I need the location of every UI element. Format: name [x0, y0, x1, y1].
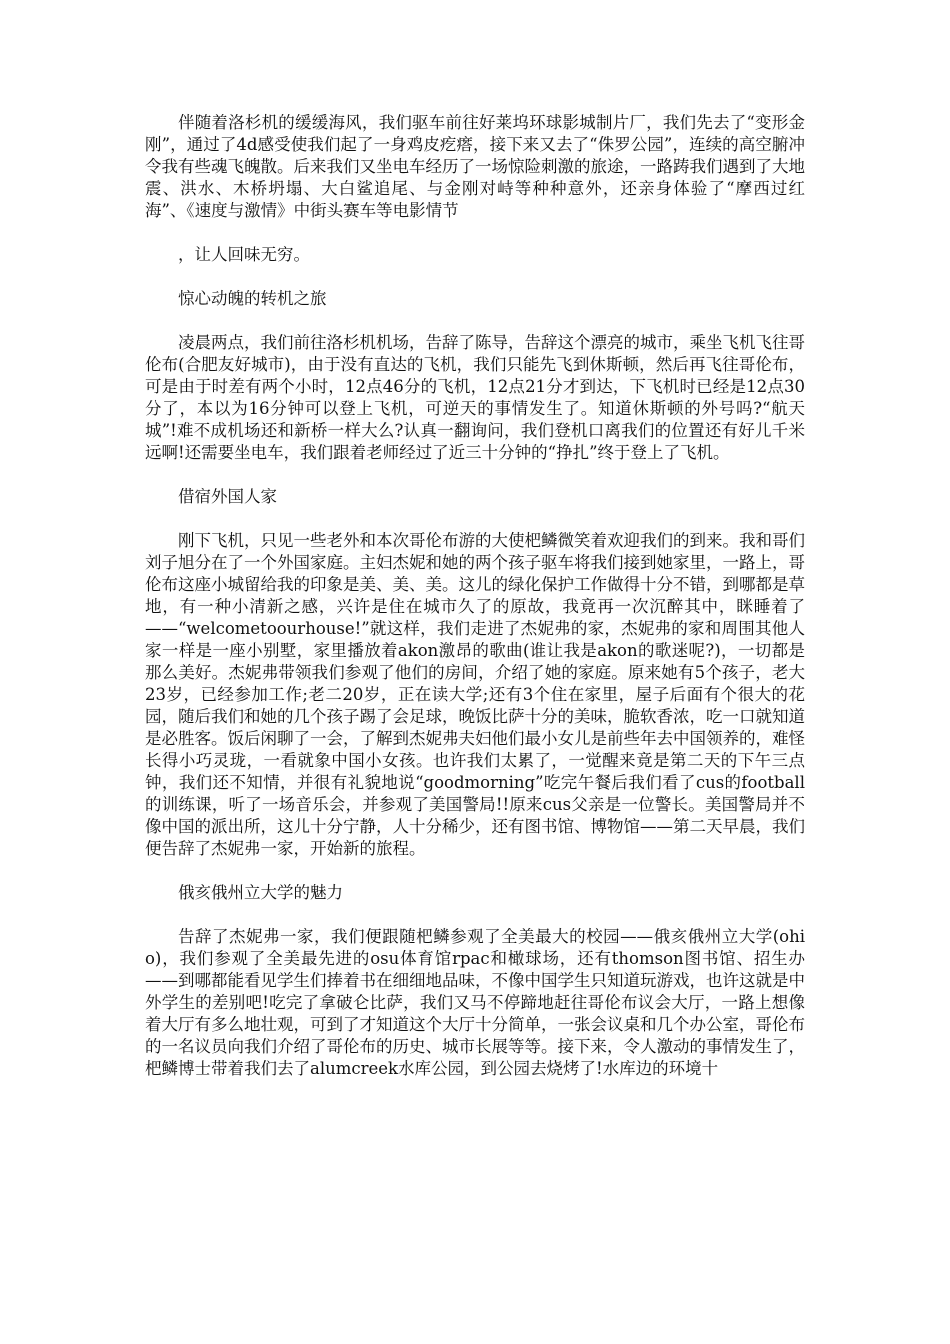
paragraph-ohio-state: 告辞了杰妮弗一家，我们便跟随杷鳞参观了全美最大的校园——俄亥俄州立大学(ohio)，我们参观了全美最先进的osu体育馆rpac和橄球场，还有thomson图书馆、招生办——到哪都能看见学生们捧着书在细细地品味，不像中国学生只知道玩游戏，也许这就是中外学生的差别吧!吃完了拿破仑比萨，我们又马不停蹄地赶往哥伦布议会大厅，一路上想像着大厅有多么地壮观，可到了才知道这个大厅十分简单，一张会议桌和几个办公室，哥伦布的一名议员向我们介绍了哥伦布的历史、城市长展等等。接下来，令人激动的事情发生了，杷鳞博士带着我们去了alumcreek水库公园，到公园去烧烤了!水库边的环境十 — [145, 927, 805, 1078]
section-heading-homestay: 借宿外国人家 — [178, 487, 277, 506]
section-heading-transfer: 惊心动魄的转机之旅 — [178, 289, 327, 308]
paragraph-continuation: ，让人回味无穷。 — [178, 245, 310, 264]
section-heading-ohio-state: 俄亥俄州立大学的魅力 — [178, 883, 343, 902]
document-page — [145, 112, 805, 1080]
paragraph-homestay: 刚下飞机，只见一些老外和本次哥伦布游的大使杷鳞微笑着欢迎我们的到来。我和哥们刘子旭分在了一个外国家庭。主妇杰妮和她的两个孩子驱车将我们接到她家里，一路上，哥伦布这座小城留给我的印象是美、美、美。这儿的绿化保护工作做得十分不错，到哪都是草地，有一种小清新之感，兴许是住在城市久了的原故，我竟再一次沉醉其中，眯睡着了——“welcometoourhouse!”就这样，我们走进了杰妮弗的家，杰妮弗的家和周围其他人家一样是一座小别墅，家里播放着akon激昂的歌曲(谁让我是akon的歌迷呢?)，一切都是那么美好。杰妮弗带领我们参观了他们的房间，介绍了她的家庭。原来她有5个孩子，老大23岁，已经参加工作;老二20岁，正在读大学;还有3个住在家里，屋子后面有个很大的花园，随后我们和她的几个孩子踢了会足球，晚饭比萨十分的美味，脆软香浓，吃一口就知道是必胜客。饭后闲聊了一会，了解到杰妮弗夫妇他们最小女儿是前些年去中国领养的，难怪长得小巧灵珑，一看就象中国小女孩。也许我们太累了，一觉醒来竟是第二天的下午三点钟，我们还不知情，并很有礼貌地说“goodmorning”吃完午餐后我们看了cus的football的训练课，听了一场音乐会，并参观了美国警局!!原来cus父亲是一位警长。美国警局并不像中国的派出所，这儿十分宁静，人十分稀少，还有图书馆、博物馆——第二天早晨，我们便告辞了杰妮弗一家，开始新的旅程。 — [145, 531, 805, 858]
paragraph-universal-studios: 伴随着洛杉机的缓缓海风，我们驱车前往好莱坞环球影城制片厂，我们先去了“变形金刚”，通过了4d感受使我们起了一身鸡皮疙瘩，接下来又去了“侏罗公园”，连续的高空腑冲令我有些魂飞魄散。后来我们又坐电车经历了一场惊险刺激的旅途，一路踌我们遇到了大地震、洪水、木桥坍塌、大白鲨追尾、与金刚对峙等种种意外，还亲身体验了“摩西过红海”、《速度与激情》中街头赛车等电影情节 — [145, 113, 805, 220]
paragraph-transfer: 凌晨两点，我们前往洛杉机机场，告辞了陈导，告辞这个漂亮的城市，乘坐飞机飞往哥伦布(合肥友好城市)，由于没有直达的飞机，我们只能先飞到休斯顿，然后再飞往哥伦布，可是由于时差有两个小时，12点46分的飞机，12点21分才到达，下飞机时已经是12点30分了，本以为16分钟可以登上飞机，可逆天的事情发生了。知道休斯顿的外号吗?“航天城”!难不成机场还和新桥一样大么?认真一翻询问，我们登机口离我们的位置还有好儿千米远啊!还需要坐电车，我们跟着老师经过了近三十分钟的“挣扎”终于登上了飞机。 — [145, 333, 805, 462]
